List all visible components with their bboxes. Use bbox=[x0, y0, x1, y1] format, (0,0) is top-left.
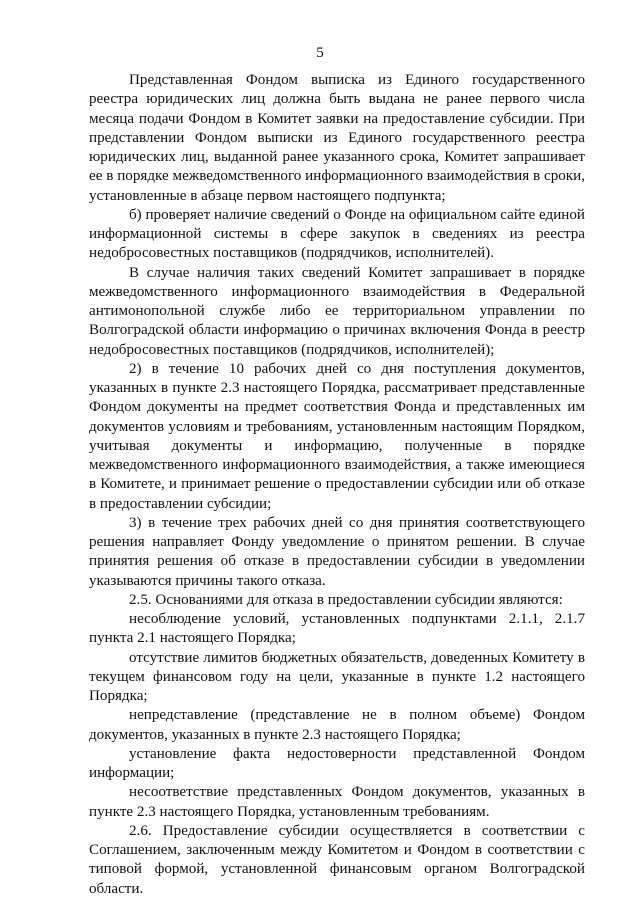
paragraph-fas-request: В случае наличия таких сведений Комитет запрашивает в порядке межведомственного информационного взаимодействия в Федеральной антимонопольной службе либо ее территориальном управлении по Волгоградской области информацию о причинах включения Фонда в реестр недобросовестных поставщиков (подрядчиков, исполнителей); bbox=[89, 264, 585, 358]
paragraph-refusal-ground-unreliable: установление факта недостоверности представленной Фондом информации; bbox=[89, 745, 585, 781]
paragraph-refusal-grounds-heading: 2.5. Основаниями для отказа в предоставлении субсидии являются: bbox=[129, 591, 563, 608]
paragraph-agreement: 2.6. Предоставление субсидии осуществляется в соответствии с Соглашением, заключенным между Комитетом и Фондом в соответствии с типовой формой, установленной финансовым органом Волгоградской области. bbox=[89, 822, 585, 897]
paragraph-refusal-ground-limits: отсутствие лимитов бюджетных обязательств, доведенных Комитету в текущем финансовом году на цели, указанные в пункте 1.2 настоящего Порядка; bbox=[89, 649, 585, 704]
paragraph-send-notification: 3) в течение трех рабочих дней со дня принятия соответствующего решения направляет Фонду уведомление о принятом решении. В случае принятия решения об отказе в предоставлении субсидии в уведомлении указываются причины такого отказа. bbox=[89, 514, 585, 589]
document-body bbox=[89, 71, 585, 899]
paragraph-egrul-extract: Представленная Фондом выписка из Единого государственного реестра юридических лиц должна быть выдана не ранее первого числа месяца подачи Фондом в Комитет заявки на предоставление субсидии. При представлении Фондом выписки из Единого государственного реестра юридических лиц, выданной ранее указанного срока, Комитет запрашивает ее в порядке межведомственного информационного взаимодействия в сроки, установленные в абзаце первом настоящего подпункта; bbox=[89, 72, 585, 204]
page-number: 5 bbox=[316, 45, 324, 61]
paragraph-refusal-ground-noncompliance: несоответствие представленных Фондом документов, указанных в пункте 2.3 настоящего Порядка, установленным требованиям. bbox=[89, 784, 585, 820]
paragraph-check-unfair-suppliers: б) проверяет наличие сведений о Фонде на официальном сайте единой информационной системы в сфере закупок в сведениях из реестра недобросовестных поставщиков (подрядчиков, исполнителей). bbox=[89, 206, 585, 262]
paragraph-refusal-ground-conditions: несоблюдение условий, установленных подпунктами 2.1.1, 2.1.7 пункта 2.1 настоящего Порядка; bbox=[89, 611, 585, 647]
paragraph-review-documents: 2) в течение 10 рабочих дней со дня поступления документов, указанных в пункте 2.3 настоящего Порядка, рассматривает представленные Фондом документы на предмет соответствия Фонда и представленных им документов условиям и требованиям, установленным настоящим Порядком, учитывая документы и информацию, полученные в порядке межведомственного информационного взаимодействия, а также имеющиеся в Комитете, и принимает решение о предоставлении субсидии или об отказе в предоставлении субсидии; bbox=[89, 360, 585, 512]
paragraph-refusal-ground-documents: непредставление (представление не в полном объеме) Фондом документов, указанных в пункте 2.3 настоящего Порядка; bbox=[89, 707, 585, 743]
